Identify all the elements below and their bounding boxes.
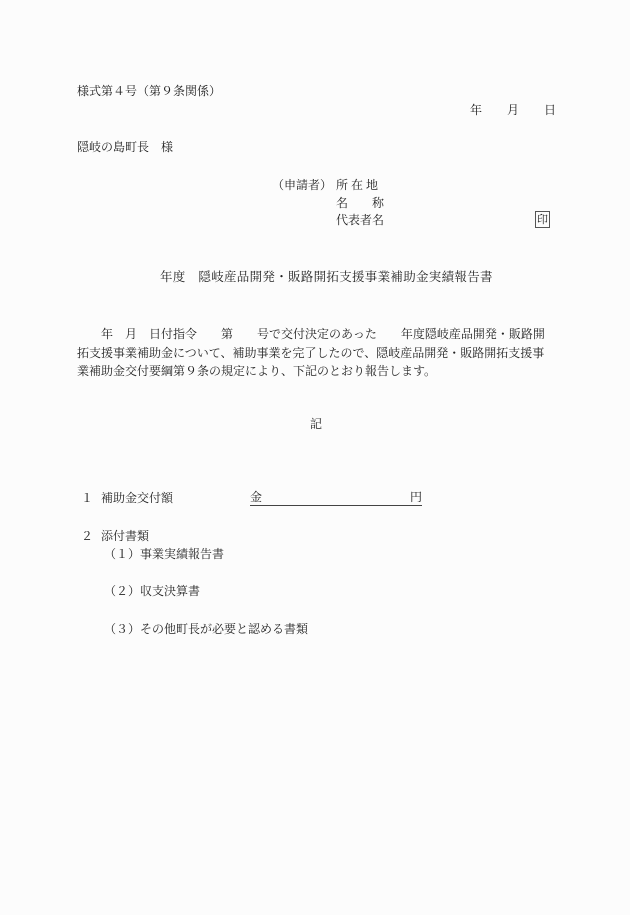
attachment-item: （２）収支決算書	[104, 584, 201, 598]
body-line: 業補助金交付要綱第９条の規定により、下記のとおり報告します。	[77, 364, 437, 378]
applicant-name-label-right: 称	[372, 196, 385, 210]
applicant-label: （申請者）	[272, 178, 333, 192]
applicant-name-label	[336, 197, 384, 209]
attachment-item: （１）事業実績報告書	[104, 547, 225, 561]
amount-prefix: 金	[250, 490, 263, 504]
report-body	[77, 325, 562, 381]
document-title: 年度 隠岐産品開発・販路開拓支援事業補助金実績報告書	[160, 269, 493, 284]
amount-suffix: 円	[409, 490, 422, 504]
seal-icon: 印	[537, 213, 548, 226]
attachment-item: （３）その他町長が必要と認める書類	[104, 622, 309, 636]
date-month-label: 月	[507, 103, 520, 117]
addressee: 隠岐の島町長 様	[77, 140, 174, 154]
form-number: 様式第４号（第９条関係）	[77, 84, 222, 98]
applicant-representative-label: 代表者名	[336, 213, 385, 227]
subsidy-amount-label: 補助金交付額	[101, 491, 174, 505]
item-number: ２	[81, 529, 94, 543]
ki-heading: 記	[310, 417, 323, 431]
date-year-label: 年	[470, 103, 483, 117]
attachments-label: 添付書類	[101, 529, 150, 543]
date-day-label: 日	[544, 103, 557, 117]
subsidy-amount-field[interactable]	[250, 491, 422, 506]
applicant-address-label: 所在地	[336, 178, 382, 192]
applicant-name-label-left: 名	[336, 196, 349, 210]
body-line: 拓支援事業補助金について、補助事業を完了したので、隠岐産品開発・販路開拓支援事	[77, 345, 545, 360]
body-line: 年 月 日付指令 第 号で交付決定のあった 年度隠岐産品開発・販路開	[101, 327, 545, 341]
item-number: １	[81, 491, 94, 505]
